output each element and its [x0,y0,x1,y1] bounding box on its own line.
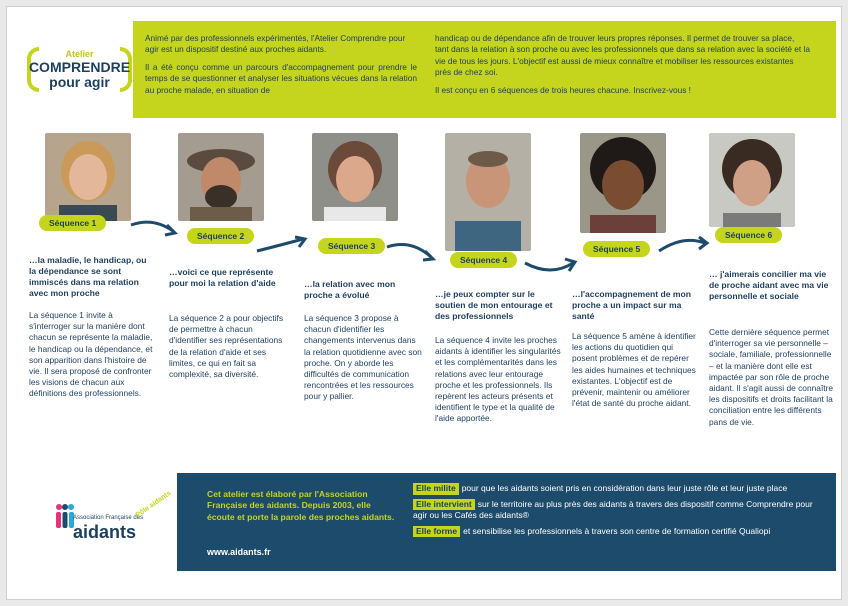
mission-item [413,526,813,538]
logo-line-1: Atelier [65,49,94,59]
sequence-3-label: Séquence 3 [318,238,385,254]
portrait-sequence-1 [45,133,131,221]
logo-line-2: COMPRENDRE [28,59,131,75]
sequence-1-label: Séquence 1 [39,215,106,231]
intro-paragraph-1 [145,33,417,56]
intro-paragraph-3: handicap ou de dépendance afin de trouver leurs propres réponses. Il permet de trouver sa place, tant dans la relation à son proche ou avec les professionnels que dans sa relation avec la société et la vie de tous les jours. L'objectif est aussi de mieux connaître et mobiliser les ressources existantes près de chez soi. [435,33,810,78]
portrait-sequence-4 [445,133,531,251]
footer-description: Cet atelier est élaboré par l'Association Française des aidants. Depuis 2003, elle écoute et porte la parole des proches aidants. [207,489,395,522]
logo-aidants-text: aidants [73,522,137,542]
sequence-4-body: La séquence 4 invite les proches aidants à identifier les singularités et les complémentarités dans les relations avec leur entourage proche et les professionnels. Ils repèrent les acteurs présents et identifient le type et la qualité de l'aide apportée. [435,335,561,424]
person-portrait-icon [580,133,666,233]
sequence-4-label: Séquence 4 [450,252,517,268]
curved-arrow-icon [129,217,181,239]
sequence-3-body: La séquence 3 propose à chacun d'identifier les changements intervenus dans la relation quotidienne avec son proche. On y aborde les difficultés de communication rencontrées et les ressources pour y pallier. [304,313,422,402]
mission-text: pour que les aidants soient pris en considération dans leur juste rôle et leur juste place [461,483,788,493]
sequence-4-title: …je peux compter sur le soutien de mon entourage et des professionnels [435,289,553,321]
atelier-logo [27,47,132,92]
curved-arrow-icon [255,235,311,257]
sequence-6-label: Séquence 6 [715,227,782,243]
footer-banner [37,473,836,571]
person-portrait-icon [45,133,131,221]
sequence-5-label: Séquence 5 [583,241,650,257]
curved-arrow-icon [657,233,713,255]
intro-p1-suffix: est un dispositif destiné aux proches aidants. [158,44,327,55]
flyer-page [6,6,842,600]
intro-p1-prefix: Animé par des professionnels expérimentés, l'Atelier Comprendre pour agir [145,33,406,55]
aidants-logo-icon [55,503,75,533]
portrait-sequence-5 [580,133,666,233]
mission-item [413,483,813,495]
portrait-sequence-3 [312,133,398,221]
intro-column-2 [435,33,810,102]
sequence-3-title: …la relation avec mon proche a évolué [304,279,396,300]
mission-tag: Elle intervient [413,499,475,511]
intro-column-1 [145,33,417,102]
footer-url-link[interactable]: www.aidants.fr [207,547,271,557]
person-portrait-icon [445,133,531,251]
aidants-logo [37,473,177,571]
logo-pole-text: Pôle aidants [134,489,173,520]
logo-line-3: pour agir [49,74,110,90]
intro-paragraph-2: Il a été conçu comme un parcours d'accompagnement pour prendre le temps de se questionner et analyser les situations vécues dans la relation au proche malade, en situation de [145,61,417,95]
portrait-sequence-6 [709,133,795,227]
sequence-5-body: La séquence 5 amène à identifier les actions du quotidien qui posent problèmes et de repérer les aides humaines et techniques existantes. L'objectif est de prévenir, maintenir ou améliorer l'état de santé du proche aidant. [572,331,696,409]
person-portrait-icon [709,133,795,227]
mission-tag: Elle forme [413,526,460,538]
logo-association-text: Association Française des [73,515,144,521]
sequence-2-title: …voici ce que représente pour moi la relation d'aide [169,267,276,288]
person-portrait-icon [312,133,398,221]
curved-arrow-icon [523,253,581,275]
mission-text: sur le territoire au plus près des aidants à travers des dispositif comme Comprendre pour agir ou les Cafés des aidants® [413,498,813,521]
mission-tag: Elle milite [413,483,459,495]
sequence-1-title: …la maladie, le handicap, ou la dépendance se sont immiscés dans ma relation avec mon proche [29,255,147,298]
mission-item [413,499,813,522]
sequence-1-body: La séquence 1 invite à s'interroger sur la manière dont chacun se représente la maladie, le handicap ou la dépendance, et son apparition dans l'histoire de vie. Il sera proposé de confronter les visions de chacun aux définitions des professionnels. [29,310,153,399]
mission-text: et sensibilise les professionnels à travers son centre de formation certifié Qualiopi [463,525,771,536]
sequence-2-body: La séquence 2 a pour objectifs de permettre à chacun d'identifier ses représentations de la relation d'aide et ses limites, ce qui en fait sa complexité, sa diversité. [169,313,284,380]
curved-arrow-icon [385,239,439,263]
intro-paragraph-4: Il est conçu en 6 séquences de trois heures chacune. Inscrivez-vous ! [435,84,691,95]
sequence-6-body: Cette dernière séquence permet d'interroger sa vie personnelle – sociale, familiale, professionnelle – et la manière dont elle est impactée par son rôle de proche aidant. Il s'agit aussi de connaître les dispositifs et droits facilitant la conciliation entre les différents pans de vie. [709,327,834,427]
intro-banner [133,21,836,118]
portrait-sequence-2 [178,133,264,221]
sequence-5-title: …l'accompagnement de mon proche a un impact sur ma santé [572,289,692,321]
sequence-2-label: Séquence 2 [187,228,254,244]
sequence-6-title: … j'aimerais concilier ma vie de proche aidant avec ma vie personnelle et sociale [709,269,829,301]
footer-missions [413,483,813,541]
person-portrait-icon [178,133,264,221]
